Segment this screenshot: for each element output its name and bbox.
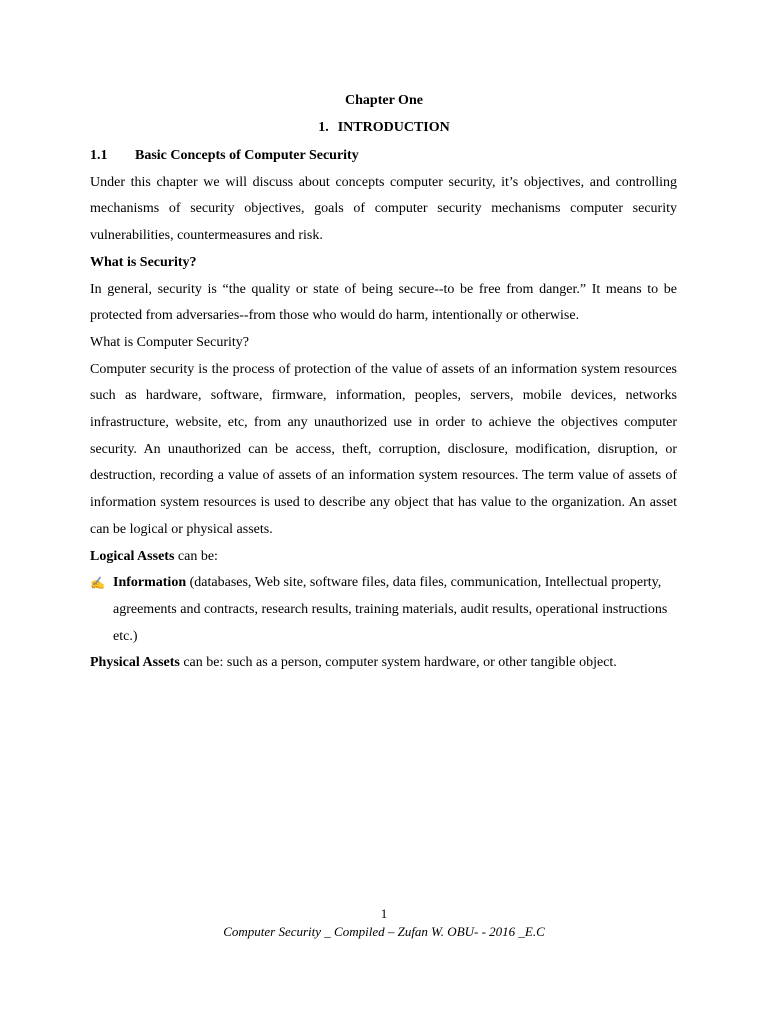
security-definition-paragraph: In general, security is “the quality or state of being secure--to be free from danger.” It means to be protected from adversaries--from those who would do harm, intentionally or otherwise. (90, 281, 677, 324)
physical-assets-suffix: can be: such as a person, computer system hardware, or other tangible object. (179, 655, 617, 671)
list-item (90, 570, 677, 650)
what-is-computer-security-heading: What is Computer Security? (90, 334, 250, 350)
logical-assets-heading (90, 544, 677, 571)
what-is-security-heading: What is Security? (90, 254, 197, 270)
logical-assets-suffix: can be: (174, 548, 218, 564)
pen-hand-icon: ✍ (90, 576, 105, 591)
subsection-heading (90, 143, 677, 170)
physical-assets-paragraph (90, 650, 677, 677)
page-number: 1 (380, 906, 388, 921)
logical-assets-label: Logical Assets (90, 548, 175, 564)
section-title (0, 120, 768, 136)
subsection-number: 1.1 (90, 148, 108, 163)
computer-security-paragraph: Computer security is the process of protection of the value of assets of an information system resources such as hardware, software, firmware, information, peoples, servers, mobile devices, networks infrastructure, website, etc, from any unauthorized use in order to achieve the objectives computer security. An unauthorized can be access, theft, corruption, disclosure, modification, disruption, or destruction, recording a value of assets of an information system resources. The term value of assets of information system resources is used to describe any object that has value to the organization. An asset can be logical or physical assets. (90, 361, 677, 537)
section-title-text: INTRODUCTION (337, 120, 450, 135)
chapter-title: Chapter One (345, 93, 423, 108)
intro-paragraph: Under this chapter we will discuss about concepts computer security, it’s objectives, and controlling mechanisms of security objectives, goals of computer security mechanisms computer security vulnerabilities, countermeasures and risk. (90, 174, 677, 244)
section-number: 1. (318, 120, 329, 135)
subsection-title: Basic Concepts of Computer Security (135, 148, 359, 163)
physical-assets-label: Physical Assets (90, 655, 180, 671)
footer-text: Computer Security _ Compiled – Zufan W. OBU- - 2016 _E.C (223, 924, 545, 939)
list-item-text: (databases, Web site, software files, data files, communication, Intellectual property, agreements and contracts, research results, training materials, audit results, operational instructions etc.) (113, 575, 668, 644)
document-body (90, 143, 677, 677)
list-item-term: Information (113, 575, 187, 591)
